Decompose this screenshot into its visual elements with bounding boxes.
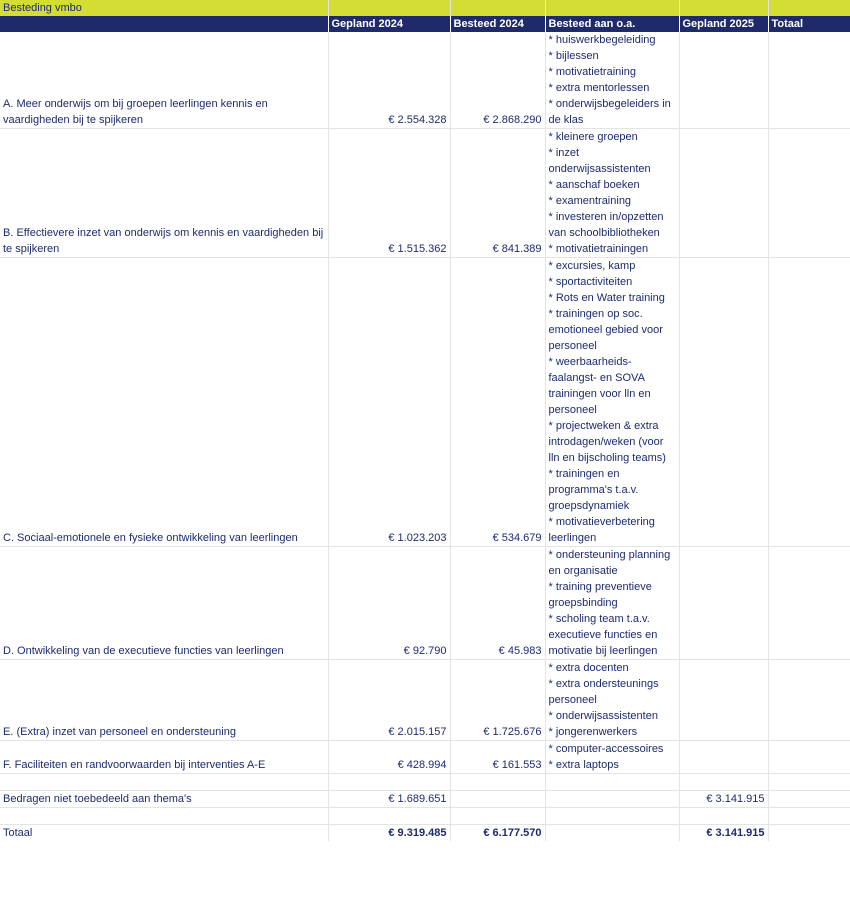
list-item: * bijlessen (548, 50, 599, 62)
total-gepland-2024: € 9.319.485 (328, 825, 450, 842)
row-totaal (768, 32, 850, 129)
row-items (545, 258, 679, 547)
header-besteed-aan: Besteed aan o.a. (545, 16, 679, 32)
row-label: F. Faciliteiten en randvoorwaarden bij interventies A-E (0, 741, 328, 774)
list-item: * trainingen en programma's t.a.v. groepsdynamiek (548, 468, 639, 512)
list-item: * extra laptops (548, 759, 619, 771)
row-totaal (768, 547, 850, 660)
list-item: * examentraining (548, 195, 632, 207)
row-besteed-2024: € 161.553 (450, 741, 545, 774)
list-item: * motivatieverbetering leerlingen (548, 516, 655, 544)
table-row (0, 547, 850, 660)
row-items (545, 32, 679, 129)
title-row (0, 0, 850, 16)
row-gepland-2025 (679, 741, 768, 774)
row-gepland-2024: € 1.515.362 (328, 129, 450, 258)
unassigned-row (0, 791, 850, 808)
header-gepland-2024: Gepland 2024 (328, 16, 450, 32)
empty-cell (679, 774, 768, 791)
row-besteed-2024: € 534.679 (450, 258, 545, 547)
row-gepland-2024: € 2.015.157 (328, 660, 450, 741)
total-label: Totaal (0, 825, 328, 842)
row-label: C. Sociaal-emotionele en fysieke ontwikkeling van leerlingen (0, 258, 328, 547)
row-items (545, 547, 679, 660)
header-totaal: Totaal (768, 16, 850, 32)
row-label: B. Effectievere inzet van onderwijs om kennis en vaardigheden bij te spijkeren (0, 129, 328, 258)
header-cell-label (0, 16, 328, 32)
unassigned-totaal (768, 791, 850, 808)
list-item: * onderwijsbegeleiders in de klas (548, 98, 671, 126)
empty-cell (768, 774, 850, 791)
list-item: * extra ondersteunings personeel (548, 678, 659, 706)
row-label: D. Ontwikkeling van de executieve functies van leerlingen (0, 547, 328, 660)
unassigned-gepland-2024: € 1.689.651 (328, 791, 450, 808)
row-besteed-2024: € 1.725.676 (450, 660, 545, 741)
list-item: * motivatietrainingen (548, 243, 649, 255)
row-besteed-2024: € 841.389 (450, 129, 545, 258)
empty-cell (545, 808, 679, 825)
list-item: * sportactiviteiten (548, 276, 633, 288)
spacer-row (0, 808, 850, 825)
list-item: * extra docenten (548, 662, 629, 674)
total-items (545, 825, 679, 842)
row-totaal (768, 660, 850, 741)
empty-cell (0, 774, 328, 791)
list-item: * trainingen op soc. emotioneel gebied voor personeel (548, 308, 663, 352)
list-item: * kleinere groepen (548, 131, 638, 143)
unassigned-label: Bedragen niet toebedeeld aan thema's (0, 791, 328, 808)
list-item: * computer-accessoires (548, 743, 664, 755)
list-item: * aanschaf boeken (548, 179, 640, 191)
header-besteed-2024: Besteed 2024 (450, 16, 545, 32)
row-label: E. (Extra) inzet van personeel en ondersteuning (0, 660, 328, 741)
list-item: * scholing team t.a.v. executieve functies en motivatie bij leerlingen (548, 613, 658, 657)
list-item: * huiswerkbegeleiding (548, 34, 656, 46)
row-label: A. Meer onderwijs om bij groepen leerlingen kennis en vaardigheden bij te spijkeren (0, 32, 328, 129)
row-gepland-2025 (679, 258, 768, 547)
unassigned-items (545, 791, 679, 808)
empty-cell (545, 774, 679, 791)
empty-cell (679, 808, 768, 825)
row-gepland-2025 (679, 547, 768, 660)
table-row (0, 660, 850, 741)
list-item: * onderwijsassistenten (548, 710, 658, 722)
list-item: * training preventieve groepsbinding (548, 581, 652, 609)
total-besteed-2024: € 6.177.570 (450, 825, 545, 842)
empty-cell (450, 808, 545, 825)
row-totaal (768, 129, 850, 258)
list-item: * investeren in/opzetten van schoolbibliotheken (548, 211, 664, 239)
empty-cell (450, 774, 545, 791)
row-gepland-2024: € 92.790 (328, 547, 450, 660)
total-totaal (768, 825, 850, 842)
table-row (0, 32, 850, 129)
spacer-row (0, 774, 850, 791)
table-title: Besteding vmbo (0, 0, 328, 16)
list-item: * jongerenwerkers (548, 726, 638, 738)
list-item: * Rots en Water training (548, 292, 665, 304)
total-gepland-2025: € 3.141.915 (679, 825, 768, 842)
list-item: * projectweken & extra introdagen/weken (voor lln en bijscholing teams) (548, 420, 666, 464)
row-gepland-2025 (679, 660, 768, 741)
row-items (545, 129, 679, 258)
table-row (0, 741, 850, 774)
unassigned-besteed-2024 (450, 791, 545, 808)
row-items (545, 660, 679, 741)
list-item: * weerbaarheids- faalangst- en SOVA trainingen voor lln en personeel (548, 356, 651, 416)
row-items (545, 741, 679, 774)
row-totaal (768, 258, 850, 547)
row-gepland-2025 (679, 129, 768, 258)
list-item: * excursies, kamp (548, 260, 636, 272)
list-item: * extra mentorlessen (548, 82, 650, 94)
table-row (0, 258, 850, 547)
header-gepland-2025: Gepland 2025 (679, 16, 768, 32)
row-gepland-2024: € 2.554.328 (328, 32, 450, 129)
empty-cell (0, 808, 328, 825)
list-item: * inzet onderwijsassistenten (548, 147, 651, 175)
row-besteed-2024: € 45.983 (450, 547, 545, 660)
list-item: * motivatietraining (548, 66, 636, 78)
table-row (0, 129, 850, 258)
unassigned-gepland-2025: € 3.141.915 (679, 791, 768, 808)
total-row (0, 825, 850, 842)
header-row (0, 16, 850, 32)
row-totaal (768, 741, 850, 774)
list-item: * ondersteuning planning en organisatie (548, 549, 671, 577)
row-gepland-2024: € 428.994 (328, 741, 450, 774)
empty-cell (328, 774, 450, 791)
empty-cell (328, 808, 450, 825)
row-gepland-2025 (679, 32, 768, 129)
row-gepland-2024: € 1.023.203 (328, 258, 450, 547)
empty-cell (768, 808, 850, 825)
row-besteed-2024: € 2.868.290 (450, 32, 545, 129)
